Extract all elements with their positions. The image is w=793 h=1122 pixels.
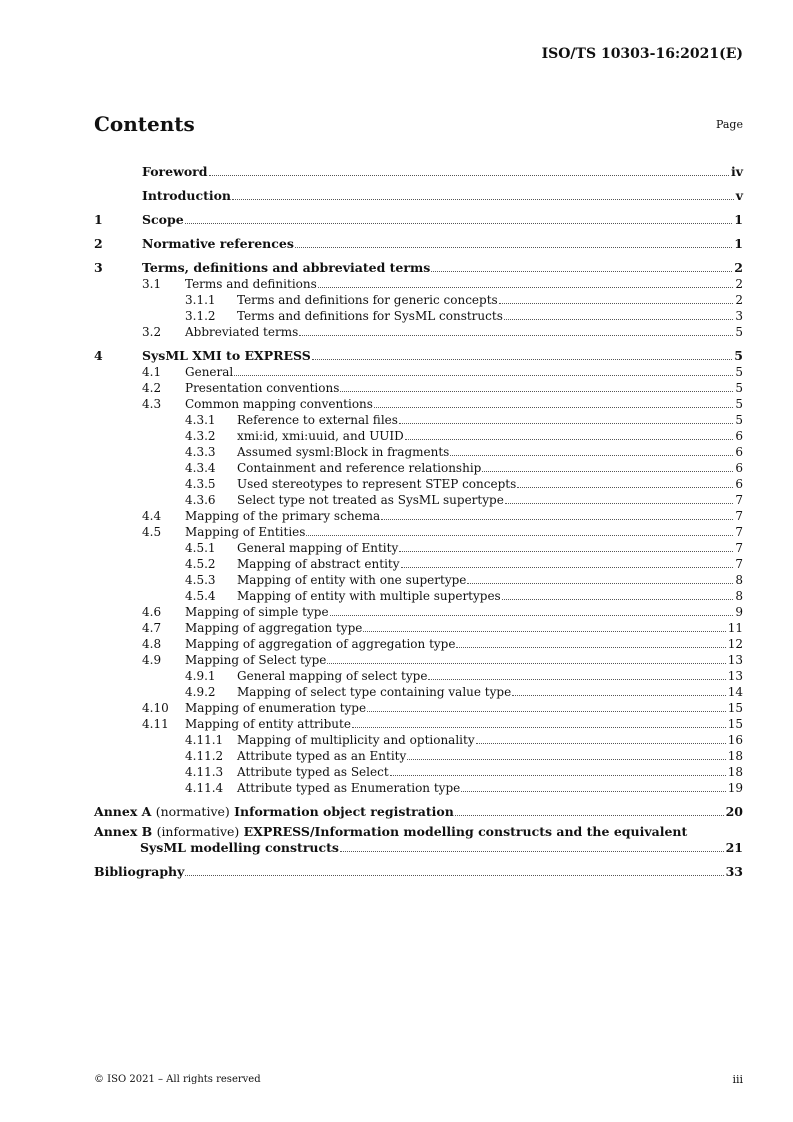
- dot-leader: [312, 358, 732, 360]
- toc-entry-page: 6: [735, 461, 743, 475]
- dot-leader: [381, 518, 733, 520]
- dot-leader: [299, 334, 733, 336]
- toc-entry[interactable]: [94, 411, 743, 427]
- toc-entry-number: 4.5.4: [185, 589, 216, 603]
- toc-entry[interactable]: [94, 651, 743, 667]
- toc-entry-page: 7: [735, 509, 743, 523]
- toc-entry-page: 14: [727, 685, 743, 699]
- toc-entry-title: Attribute typed as an Entity: [237, 749, 407, 763]
- toc-entry[interactable]: [94, 539, 743, 555]
- toc-entry-title: Reference to external files: [237, 413, 398, 427]
- dot-leader: [340, 850, 724, 852]
- toc-entry-number: 4.9.2: [185, 685, 216, 699]
- dot-leader: [517, 486, 733, 488]
- bibliography-title: Bibliography: [94, 864, 185, 879]
- dot-leader: [374, 406, 733, 408]
- annex-a-title: Information object registration: [234, 804, 454, 819]
- toc-entry-number: 4.6: [142, 605, 162, 619]
- toc-entry-title: Mapping of entity with one supertype: [237, 573, 467, 587]
- toc-entry-title: Select type not treated as SysML supertype: [237, 493, 504, 507]
- toc-entry[interactable]: [94, 395, 743, 411]
- dot-leader: [407, 758, 725, 760]
- toc-entry-number: 4.11: [142, 717, 169, 731]
- annex-a-page: 20: [725, 804, 743, 819]
- document-identifier: ISO/TS 10303-16:2021(E): [541, 46, 743, 62]
- toc-entry-page: 2: [734, 260, 743, 275]
- dot-leader: [232, 198, 734, 200]
- dot-leader: [505, 502, 734, 504]
- toc-entry-title: Normative references: [142, 236, 294, 251]
- toc-entry-title: SysML XMI to EXPRESS: [142, 348, 311, 363]
- toc-entry[interactable]: [94, 619, 743, 635]
- toc-entry-number: 4.5: [142, 525, 162, 539]
- toc-entry[interactable]: [94, 635, 743, 651]
- dot-leader: [401, 566, 734, 568]
- toc-entry-title: Mapping of aggregation type: [185, 621, 363, 635]
- toc-entry[interactable]: [94, 339, 743, 363]
- toc-entry[interactable]: [94, 587, 743, 603]
- toc-entry[interactable]: [94, 443, 743, 459]
- toc-entry[interactable]: [94, 667, 743, 683]
- toc-entries: [94, 155, 743, 795]
- toc-entry-number: 4.11.1: [185, 733, 224, 747]
- toc-entry-number: 4.3.4: [185, 461, 216, 475]
- toc-entry-number: 2: [94, 236, 103, 251]
- toc-entry-number: 4.5.2: [185, 557, 216, 571]
- toc-entry-page: 1: [734, 236, 743, 251]
- toc-entry-page: 2: [735, 277, 743, 291]
- toc-entry-title: Mapping of select type containing value type: [237, 685, 512, 699]
- toc-entry[interactable]: [94, 323, 743, 339]
- toc-entry-page: 1: [734, 212, 743, 227]
- toc-entry[interactable]: [94, 683, 743, 699]
- contents-heading: Contents: [94, 112, 195, 136]
- toc-entry-page: 7: [735, 493, 743, 507]
- toc-entry-title: General mapping of select type: [237, 669, 428, 683]
- dot-leader: [461, 790, 725, 792]
- toc-entry[interactable]: [94, 699, 743, 715]
- toc-entry[interactable]: [94, 179, 743, 203]
- toc-entry-title: General mapping of Entity: [237, 541, 399, 555]
- toc-entry-number: 4.10: [142, 701, 169, 715]
- toc-entry-number: 4.11.2: [185, 749, 224, 763]
- dot-leader: [504, 318, 734, 320]
- toc-entry-title: xmi:id, xmi:uuid, and UUID: [237, 429, 404, 443]
- toc-entry-title: Mapping of abstract entity: [237, 557, 400, 571]
- toc-entry-number: 3.1: [142, 277, 162, 291]
- toc-entry-number: 3.1.2: [185, 309, 216, 323]
- toc-entry-title: Mapping of multiplicity and optionality: [237, 733, 475, 747]
- toc-entry-number: 4.3.2: [185, 429, 216, 443]
- toc-entry-page: 18: [727, 749, 743, 763]
- dot-leader: [476, 742, 726, 744]
- toc-entry-title: Terms and definitions: [185, 277, 317, 291]
- toc-entry[interactable]: [94, 291, 743, 307]
- toc-entry-number: 4.11.4: [185, 781, 224, 795]
- toc-entry[interactable]: [94, 475, 743, 491]
- toc-entry-number: 4: [94, 348, 103, 363]
- bibliography-page: 33: [725, 864, 743, 879]
- toc-entry-page: iv: [730, 164, 743, 179]
- toc-entry[interactable]: [94, 731, 743, 747]
- dot-leader: [185, 222, 733, 224]
- annex-a-kind: (normative): [155, 804, 230, 819]
- toc-entry-page: 5: [735, 365, 743, 379]
- annex-a-prefix: Annex A: [94, 804, 152, 819]
- toc-entry[interactable]: [94, 307, 743, 323]
- toc-entry-title: Mapping of the primary schema: [185, 509, 381, 523]
- toc-entry-title: Scope: [142, 212, 184, 227]
- toc-entry[interactable]: [94, 763, 743, 779]
- toc-entry-page: 5: [735, 325, 743, 339]
- toc-entry-number: 4.11.3: [185, 765, 224, 779]
- toc-entry-number: 4.9.1: [185, 669, 216, 683]
- dot-leader: [327, 662, 725, 664]
- toc-entry-page: 5: [735, 381, 743, 395]
- dot-leader: [431, 270, 732, 272]
- toc-entry-page: 12: [727, 637, 743, 651]
- toc-entry[interactable]: [94, 363, 743, 379]
- toc-entry[interactable]: [94, 427, 743, 443]
- toc-entry-page: 11: [727, 621, 743, 635]
- toc-entry-number: 4.7: [142, 621, 162, 635]
- dot-leader: [456, 646, 725, 648]
- toc-entry[interactable]: [94, 715, 743, 731]
- toc-entry-number: 4.9: [142, 653, 162, 667]
- toc-entry-page: 7: [735, 541, 743, 555]
- toc-entry-page: 8: [735, 589, 743, 603]
- toc-entry[interactable]: [94, 203, 743, 227]
- toc-entry-annex-a[interactable]: [94, 795, 743, 819]
- annex-b-title-line1: EXPRESS/Information modelling constructs and the equivalent: [243, 824, 688, 839]
- toc-entry-number: 4.5.1: [185, 541, 216, 555]
- toc-entry[interactable]: [94, 379, 743, 395]
- toc-entry-page: 15: [727, 701, 743, 715]
- toc-entry-title: Mapping of entity attribute: [185, 717, 351, 731]
- toc-entry[interactable]: [94, 155, 743, 179]
- dot-leader: [482, 470, 733, 472]
- toc-entry-title: Terms and definitions for SysML constructs: [237, 309, 503, 323]
- toc-entry-title: Mapping of Entities: [185, 525, 306, 539]
- annex-b-kind: (informative): [156, 824, 240, 839]
- toc-entry-page: 5: [735, 413, 743, 427]
- copyright-notice: © ISO 2021 – All rights reserved: [94, 1074, 261, 1085]
- dot-leader: [405, 438, 734, 440]
- dot-leader: [428, 678, 725, 680]
- dot-leader: [499, 302, 734, 304]
- dot-leader: [340, 390, 733, 392]
- toc-entry[interactable]: [94, 779, 743, 795]
- dot-leader: [185, 874, 723, 876]
- toc-entry-title: Abbreviated terms: [185, 325, 299, 339]
- toc-entry-page: 13: [727, 653, 743, 667]
- toc-entry-number: 4.2: [142, 381, 162, 395]
- toc-entry[interactable]: [94, 747, 743, 763]
- toc-entry-page: 7: [735, 525, 743, 539]
- dot-leader: [295, 246, 732, 248]
- toc-entry-title: Foreword: [142, 164, 208, 179]
- toc-entry-page: 5: [734, 348, 743, 363]
- toc-entry-title: Containment and reference relationship: [237, 461, 482, 475]
- toc-entry-number: 3: [94, 260, 103, 275]
- toc-entry[interactable]: [94, 555, 743, 571]
- dot-leader: [209, 174, 729, 176]
- toc-entry-title: Mapping of Select type: [185, 653, 327, 667]
- table-of-contents: [94, 155, 743, 879]
- toc-entry[interactable]: [94, 507, 743, 523]
- toc-entry-annex-b-continued[interactable]: [94, 839, 743, 855]
- dot-leader: [318, 286, 734, 288]
- dot-leader: [363, 630, 725, 632]
- dot-leader: [352, 726, 726, 728]
- toc-entry-title: Mapping of entity with multiple supertypes: [237, 589, 501, 603]
- toc-entry-number: 4.4: [142, 509, 162, 523]
- dot-leader: [234, 374, 733, 376]
- toc-entry-page: 16: [727, 733, 743, 747]
- dot-leader: [450, 454, 733, 456]
- toc-entry-title: Mapping of enumeration type: [185, 701, 367, 715]
- toc-entry-page: 6: [735, 429, 743, 443]
- toc-entry-page: 6: [735, 477, 743, 491]
- dot-leader: [512, 694, 726, 696]
- toc-entry-number: 4.3.6: [185, 493, 216, 507]
- toc-entry-page: 3: [735, 309, 743, 323]
- toc-entry-number: 4.3.5: [185, 477, 216, 491]
- toc-entry-number: 3.1.1: [185, 293, 216, 307]
- dot-leader: [330, 614, 734, 616]
- dot-leader: [306, 534, 733, 536]
- toc-entry-page: 19: [727, 781, 743, 795]
- toc-entry-number: 4.3: [142, 397, 162, 411]
- toc-entry-title: Common mapping conventions: [185, 397, 373, 411]
- toc-entry-title: Mapping of aggregation of aggregation type: [185, 637, 456, 651]
- toc-entry-number: 1: [94, 212, 103, 227]
- toc-entry-title: Used stereotypes to represent STEP concepts: [237, 477, 517, 491]
- toc-entry[interactable]: [94, 251, 743, 275]
- dot-leader: [467, 582, 733, 584]
- footer-page-number: iii: [732, 1073, 743, 1086]
- toc-entry-title: Attribute typed as Enumeration type: [237, 781, 461, 795]
- toc-entry-title: General: [185, 365, 234, 379]
- toc-entry-title: Mapping of simple type: [185, 605, 329, 619]
- toc-entry-page: 7: [735, 557, 743, 571]
- annex-b-prefix: Annex B: [94, 824, 153, 839]
- dot-leader: [399, 550, 733, 552]
- toc-entry-title: Terms, definitions and abbreviated terms: [142, 260, 431, 275]
- toc-entry-number: 3.2: [142, 325, 162, 339]
- toc-entry-title: Introduction: [142, 188, 232, 203]
- toc-entry-page: 2: [735, 293, 743, 307]
- toc-entry[interactable]: [94, 459, 743, 475]
- toc-entry[interactable]: [94, 603, 743, 619]
- toc-entry-annex-b[interactable]: [94, 819, 743, 839]
- toc-entry-number: 4.3.1: [185, 413, 216, 427]
- dot-leader: [455, 814, 724, 816]
- toc-entry-title: Attribute typed as Select: [237, 765, 389, 779]
- toc-entry-page: 5: [735, 397, 743, 411]
- dot-leader: [502, 598, 734, 600]
- annex-b-title-line2: SysML modelling constructs: [140, 840, 339, 855]
- toc-entry[interactable]: [94, 491, 743, 507]
- toc-entry-page: 15: [727, 717, 743, 731]
- dot-leader: [367, 710, 726, 712]
- toc-entry-title: Terms and definitions for generic concepts: [237, 293, 498, 307]
- toc-entry[interactable]: [94, 275, 743, 291]
- annex-b-page: 21: [725, 840, 743, 855]
- toc-entry-title: Presentation conventions: [185, 381, 340, 395]
- page-column-label: Page: [715, 118, 743, 131]
- toc-entry-page: 8: [735, 573, 743, 587]
- toc-entry-number: 4.1: [142, 365, 162, 379]
- toc-entry-page: 9: [735, 605, 743, 619]
- dot-leader: [390, 774, 726, 776]
- toc-entry-number: 4.5.3: [185, 573, 216, 587]
- toc-entry-page: 18: [727, 765, 743, 779]
- toc-entry[interactable]: [94, 571, 743, 587]
- toc-entry-page: 13: [727, 669, 743, 683]
- toc-entry-title: Assumed sysml:Block in fragments: [237, 445, 450, 459]
- toc-entry-page: 6: [735, 445, 743, 459]
- toc-entry[interactable]: [94, 523, 743, 539]
- toc-entry-number: 4.3.3: [185, 445, 216, 459]
- toc-entry-page: v: [735, 188, 743, 203]
- toc-entry[interactable]: [94, 227, 743, 251]
- toc-entry-bibliography[interactable]: [94, 855, 743, 879]
- toc-entry-number: 4.8: [142, 637, 162, 651]
- dot-leader: [399, 422, 733, 424]
